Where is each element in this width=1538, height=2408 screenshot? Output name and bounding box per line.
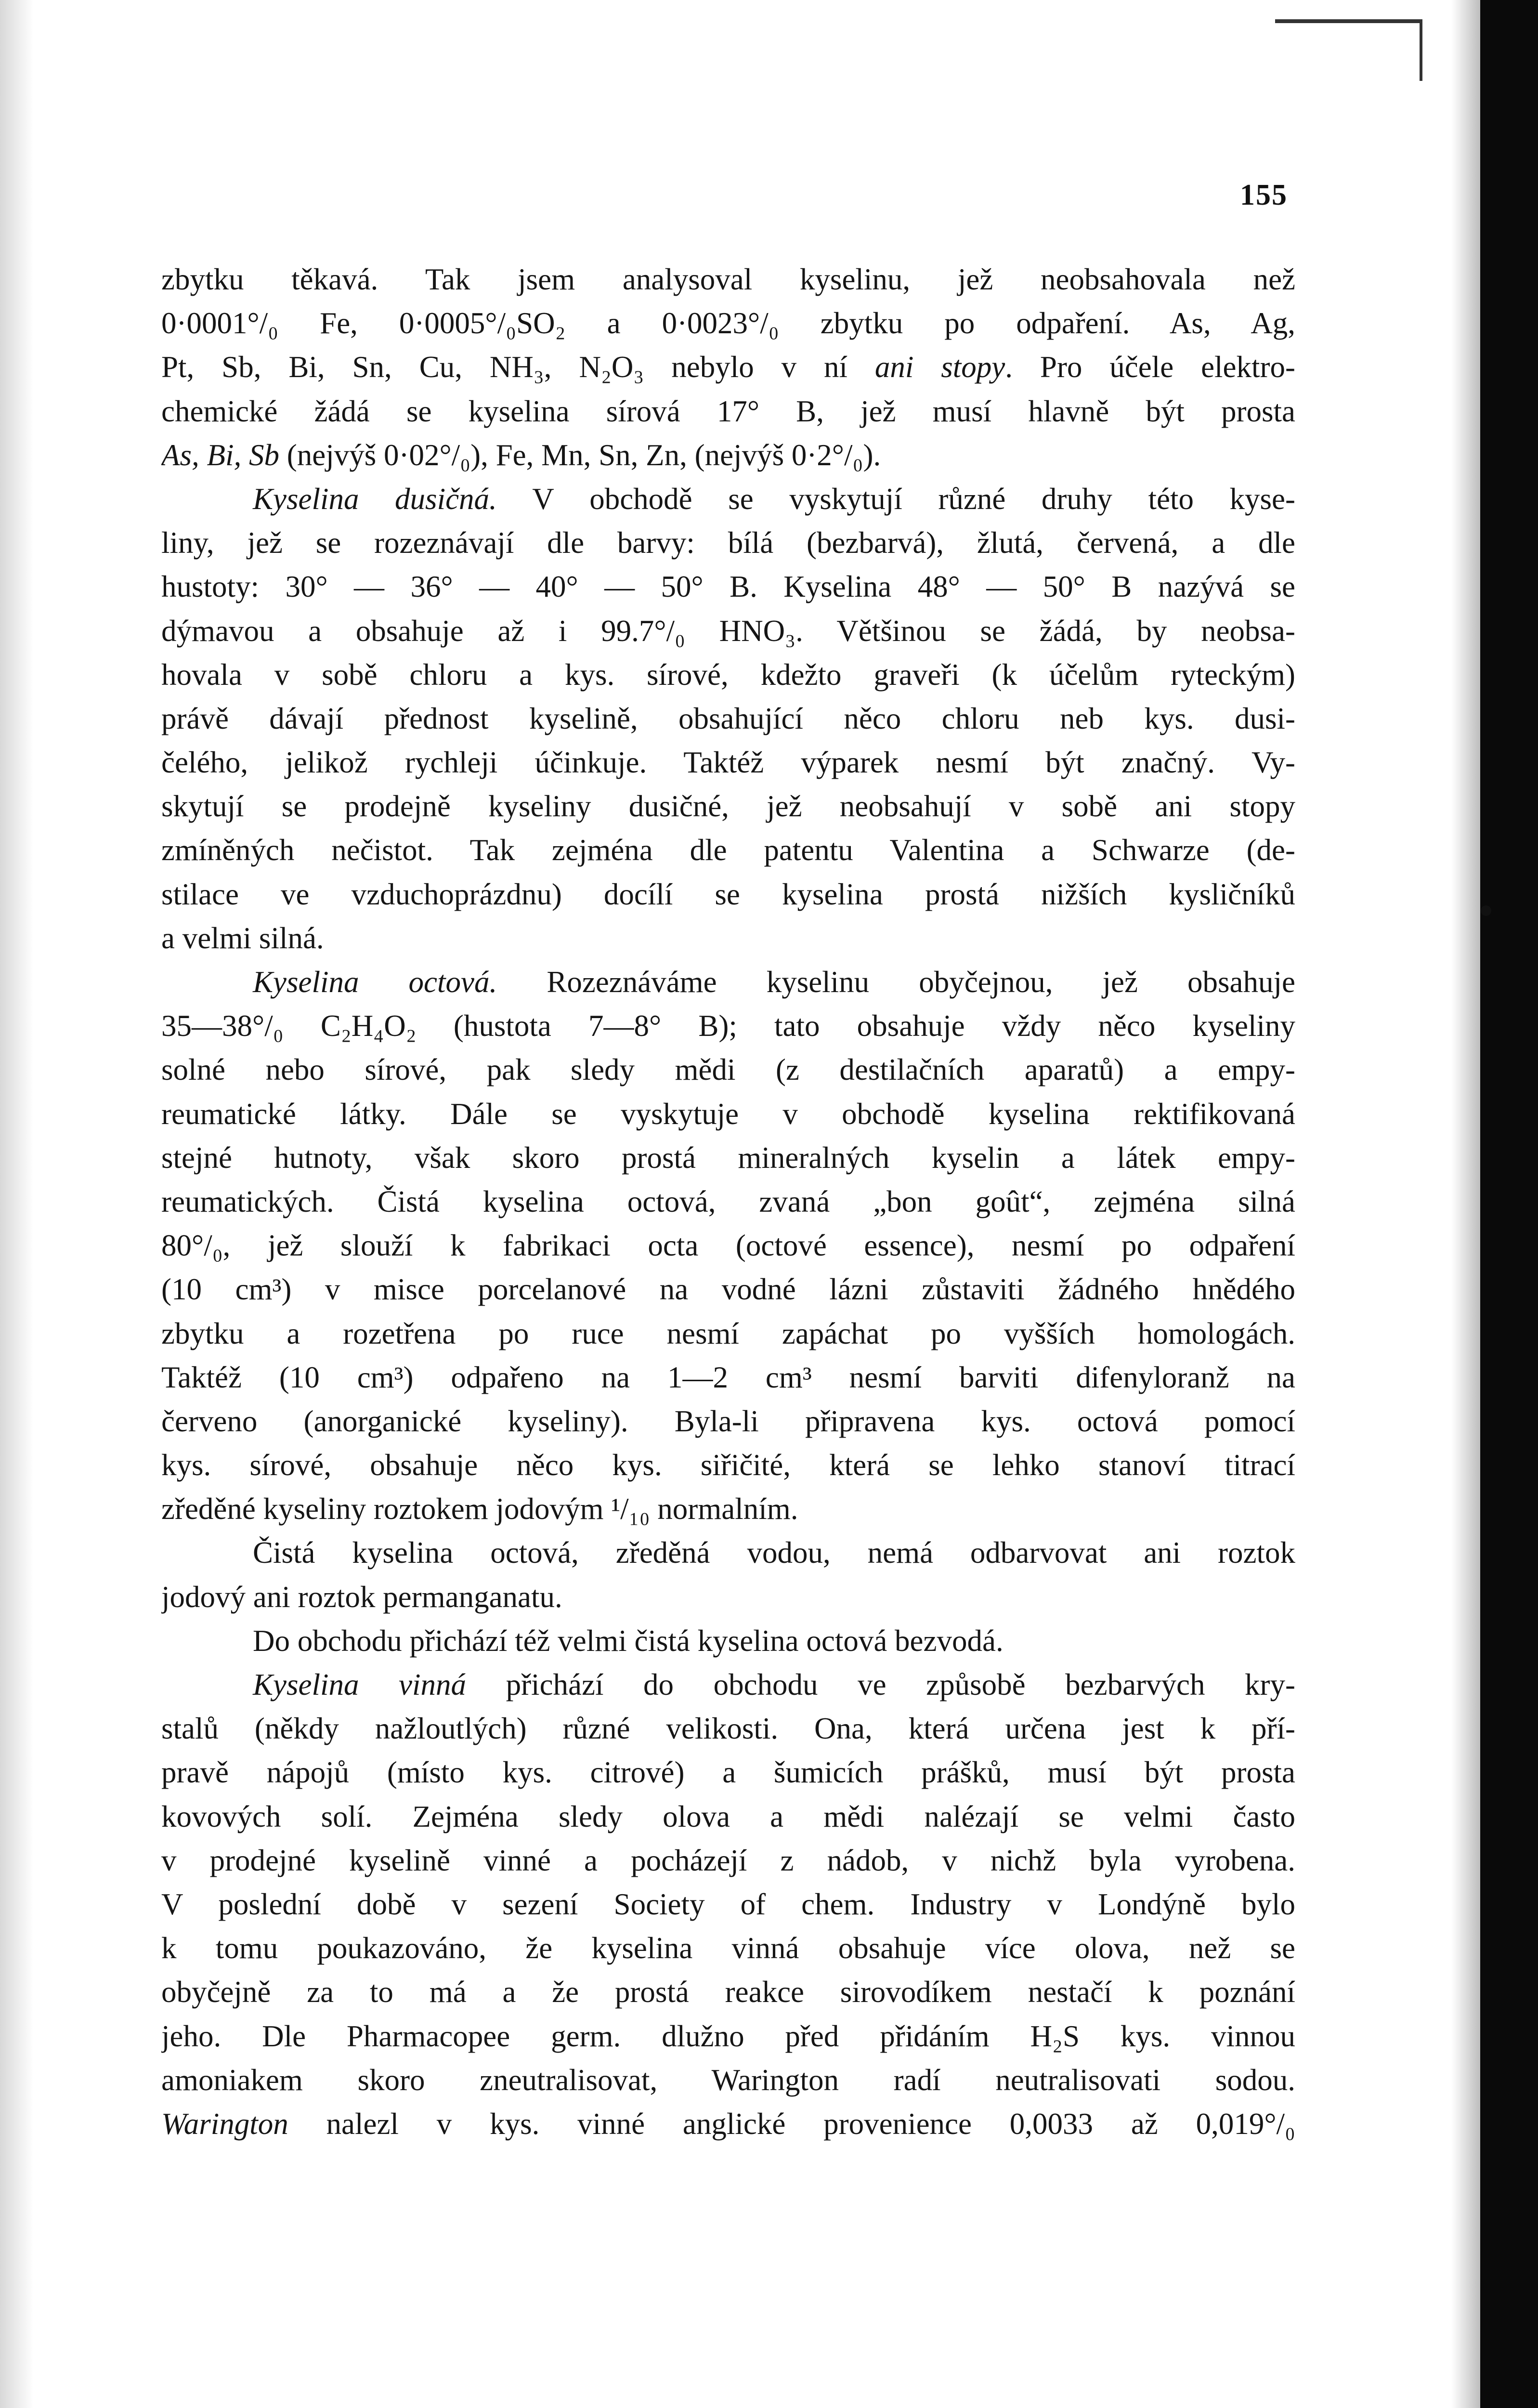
italic-run: ani stopy [874, 350, 1005, 384]
text-line: Čistá kyselina octová, zředěná vodou, nemá odbarvovat ani roztok [253, 1536, 1295, 1570]
text-line: červeno (anorganické kyseliny). Byla-li připravena kys. octová pomocí [161, 1404, 1295, 1438]
text-line: Kyselina octová. Rozeznáváme kyselinu obyčejnou, jež obsahuje [253, 965, 1295, 999]
body-text [161, 258, 1295, 2146]
text-line: stilace ve vzduchoprázdnu) docílí se kyselina prostá nižších kysličníků [161, 877, 1295, 911]
text-line: zředěné kyseliny roztokem jodovým ¹/₁₀ normalním. [161, 1492, 798, 1526]
text-line: k tomu poukazováno, že kyselina vinná obsahuje více olova, než se [161, 1931, 1295, 1965]
text-line: právě dávají přednost kyselině, obsahující něco chloru neb kys. dusi- [161, 701, 1295, 735]
text-line: zbytku těkavá. Tak jsem analysoval kyselinu, jež neobsahovala než [161, 262, 1295, 296]
text-line: reumatických. Čistá kyselina octová, zvaná „bon goût“, zejména silná [161, 1184, 1295, 1218]
text-line: čelého, jelikož rychleji účinkuje. Taktéž výparek nesmí být značný. Vy- [161, 746, 1295, 780]
text-line: Kyselina vinná přichází do obchodu ve způsobě bezbarvých kry- [253, 1668, 1295, 1701]
text-line: 80°/₀, jež slouží k fabrikaci octa (octové essence), nesmí po odpaření [161, 1229, 1295, 1263]
scan-shadow-left [0, 0, 34, 2408]
italic-run: Kyselina dusičná. [253, 482, 497, 516]
text-line: V poslední době v sezení Society of chem. Industry v Londýně bylo [161, 1887, 1295, 1921]
text-line: chemické žádá se kyselina sírová 17° B, jež musí hlavně být prosta [161, 394, 1295, 428]
text-line: hovala v sobě chloru a kys. sírové, kdežto graveři (k účelům ryteckým) [161, 657, 1295, 692]
text-line: skytují se prodejně kyseliny dusičné, jež neobsahují v sobě ani stopy [161, 789, 1295, 824]
text-line: Do obchodu přichází též velmi čistá kyselina octová bezvodá. [253, 1623, 1004, 1658]
italic-run: As, Bi, Sb [161, 438, 279, 472]
italic-run: Kyselina octová. [253, 965, 497, 999]
text-line: jeho. Dle Pharmacopee germ. dlužno před přidáním H₂S kys. vinnou [161, 2019, 1295, 2053]
text-line: zbytku a rozetřena po ruce nesmí zapáchat po vyšších homologách. [161, 1316, 1295, 1350]
text-line: Kyselina dusičná. V obchodě se vyskytují různé druhy této kyse- [253, 482, 1295, 516]
text-line: zmíněných nečistot. Tak zejména dle patentu Valentina a Schwarze (de- [161, 833, 1295, 867]
text-line: kys. sírové, obsahuje něco kys. siřičité, která se lehko stanoví titrací [161, 1448, 1295, 1482]
text-line: Warington nalezl v kys. vinné anglické provenience 0,0033 až 0,019°/₀ [161, 2107, 1295, 2141]
text-line: stalů (někdy nažloutlých) různé velikosti. Ona, která určena jest k pří- [161, 1712, 1295, 1746]
text-line: a velmi silná. [161, 921, 324, 955]
scan-corner-mark [1275, 19, 1422, 81]
scan-shadow-right [1451, 0, 1480, 2408]
text-line: 0·0001°/₀ Fe, 0·0005°/₀SO₂ a 0·0023°/₀ zbytku po odpaření. As, Ag, [161, 306, 1295, 340]
text-line: obyčejně za to má a že prostá reakce sirovodíkem nestačí k poznání [161, 1975, 1295, 2009]
text-line: reumatické látky. Dále se vyskytuje v obchodě kyselina rektifikovaná [161, 1097, 1295, 1131]
text-line: Taktéž (10 cm³) odpařeno na 1—2 cm³ nesmí barviti difenyloranž na [161, 1360, 1295, 1394]
text-line: hustoty: 30° — 36° — 40° — 50° B. Kyselina 48° — 50° B nazývá se [161, 570, 1295, 604]
text-line: liny, jež se rozeznávají dle barvy: bílá (bezbarvá), žlutá, červená, a dle [161, 526, 1295, 560]
text-line: solné nebo sírové, pak sledy mědi (z destilačních aparatů) a empy- [161, 1053, 1295, 1087]
italic-run: Kyselina vinná [253, 1668, 467, 1701]
text-line: (10 cm³) v misce porcelanové na vodné lázni zůstaviti žádného hnědého [161, 1272, 1295, 1307]
text-line: stejné hutnoty, však skoro prostá mineralných kyselin a látek empy- [161, 1140, 1295, 1175]
scan-border-right [1480, 0, 1538, 2408]
italic-run: Warington [161, 2107, 288, 2141]
text-line: As, Bi, Sb (nejvýš 0·02°/₀), Fe, Mn, Sn, Zn, (nejvýš 0·2°/₀). [161, 438, 881, 472]
page-number: 155 [1240, 179, 1288, 211]
text-line: dýmavou a obsahuje až i 99.7°/₀ HNO₃. Většinou se žádá, by neobsa- [161, 614, 1295, 648]
text-line: Pt, Sb, Bi, Sn, Cu, NH₃, N₂O₃ nebylo v ní ani stopy. Pro účele elektro- [161, 350, 1295, 384]
text-line: 35—38°/₀ C₂H₄O₂ (hustota 7—8° B); tato obsahuje vždy něco kyseliny [161, 1009, 1295, 1043]
text-line: kovových solí. Zejména sledy olova a mědi nalézají se velmi často [161, 1799, 1295, 1833]
text-line: v prodejné kyselině vinné a pocházejí z nádob, v nichž byla vyrobena. [161, 1843, 1295, 1877]
text-line: amoniakem skoro zneutralisovat, Warington radí neutralisovati sodou. [161, 2063, 1295, 2097]
ink-dot [1481, 905, 1491, 916]
text-line: jodový ani roztok permanganatu. [161, 1580, 562, 1614]
text-line: pravě nápojů (místo kys. citrové) a šumicích prášků, musí být prosta [161, 1755, 1295, 1790]
